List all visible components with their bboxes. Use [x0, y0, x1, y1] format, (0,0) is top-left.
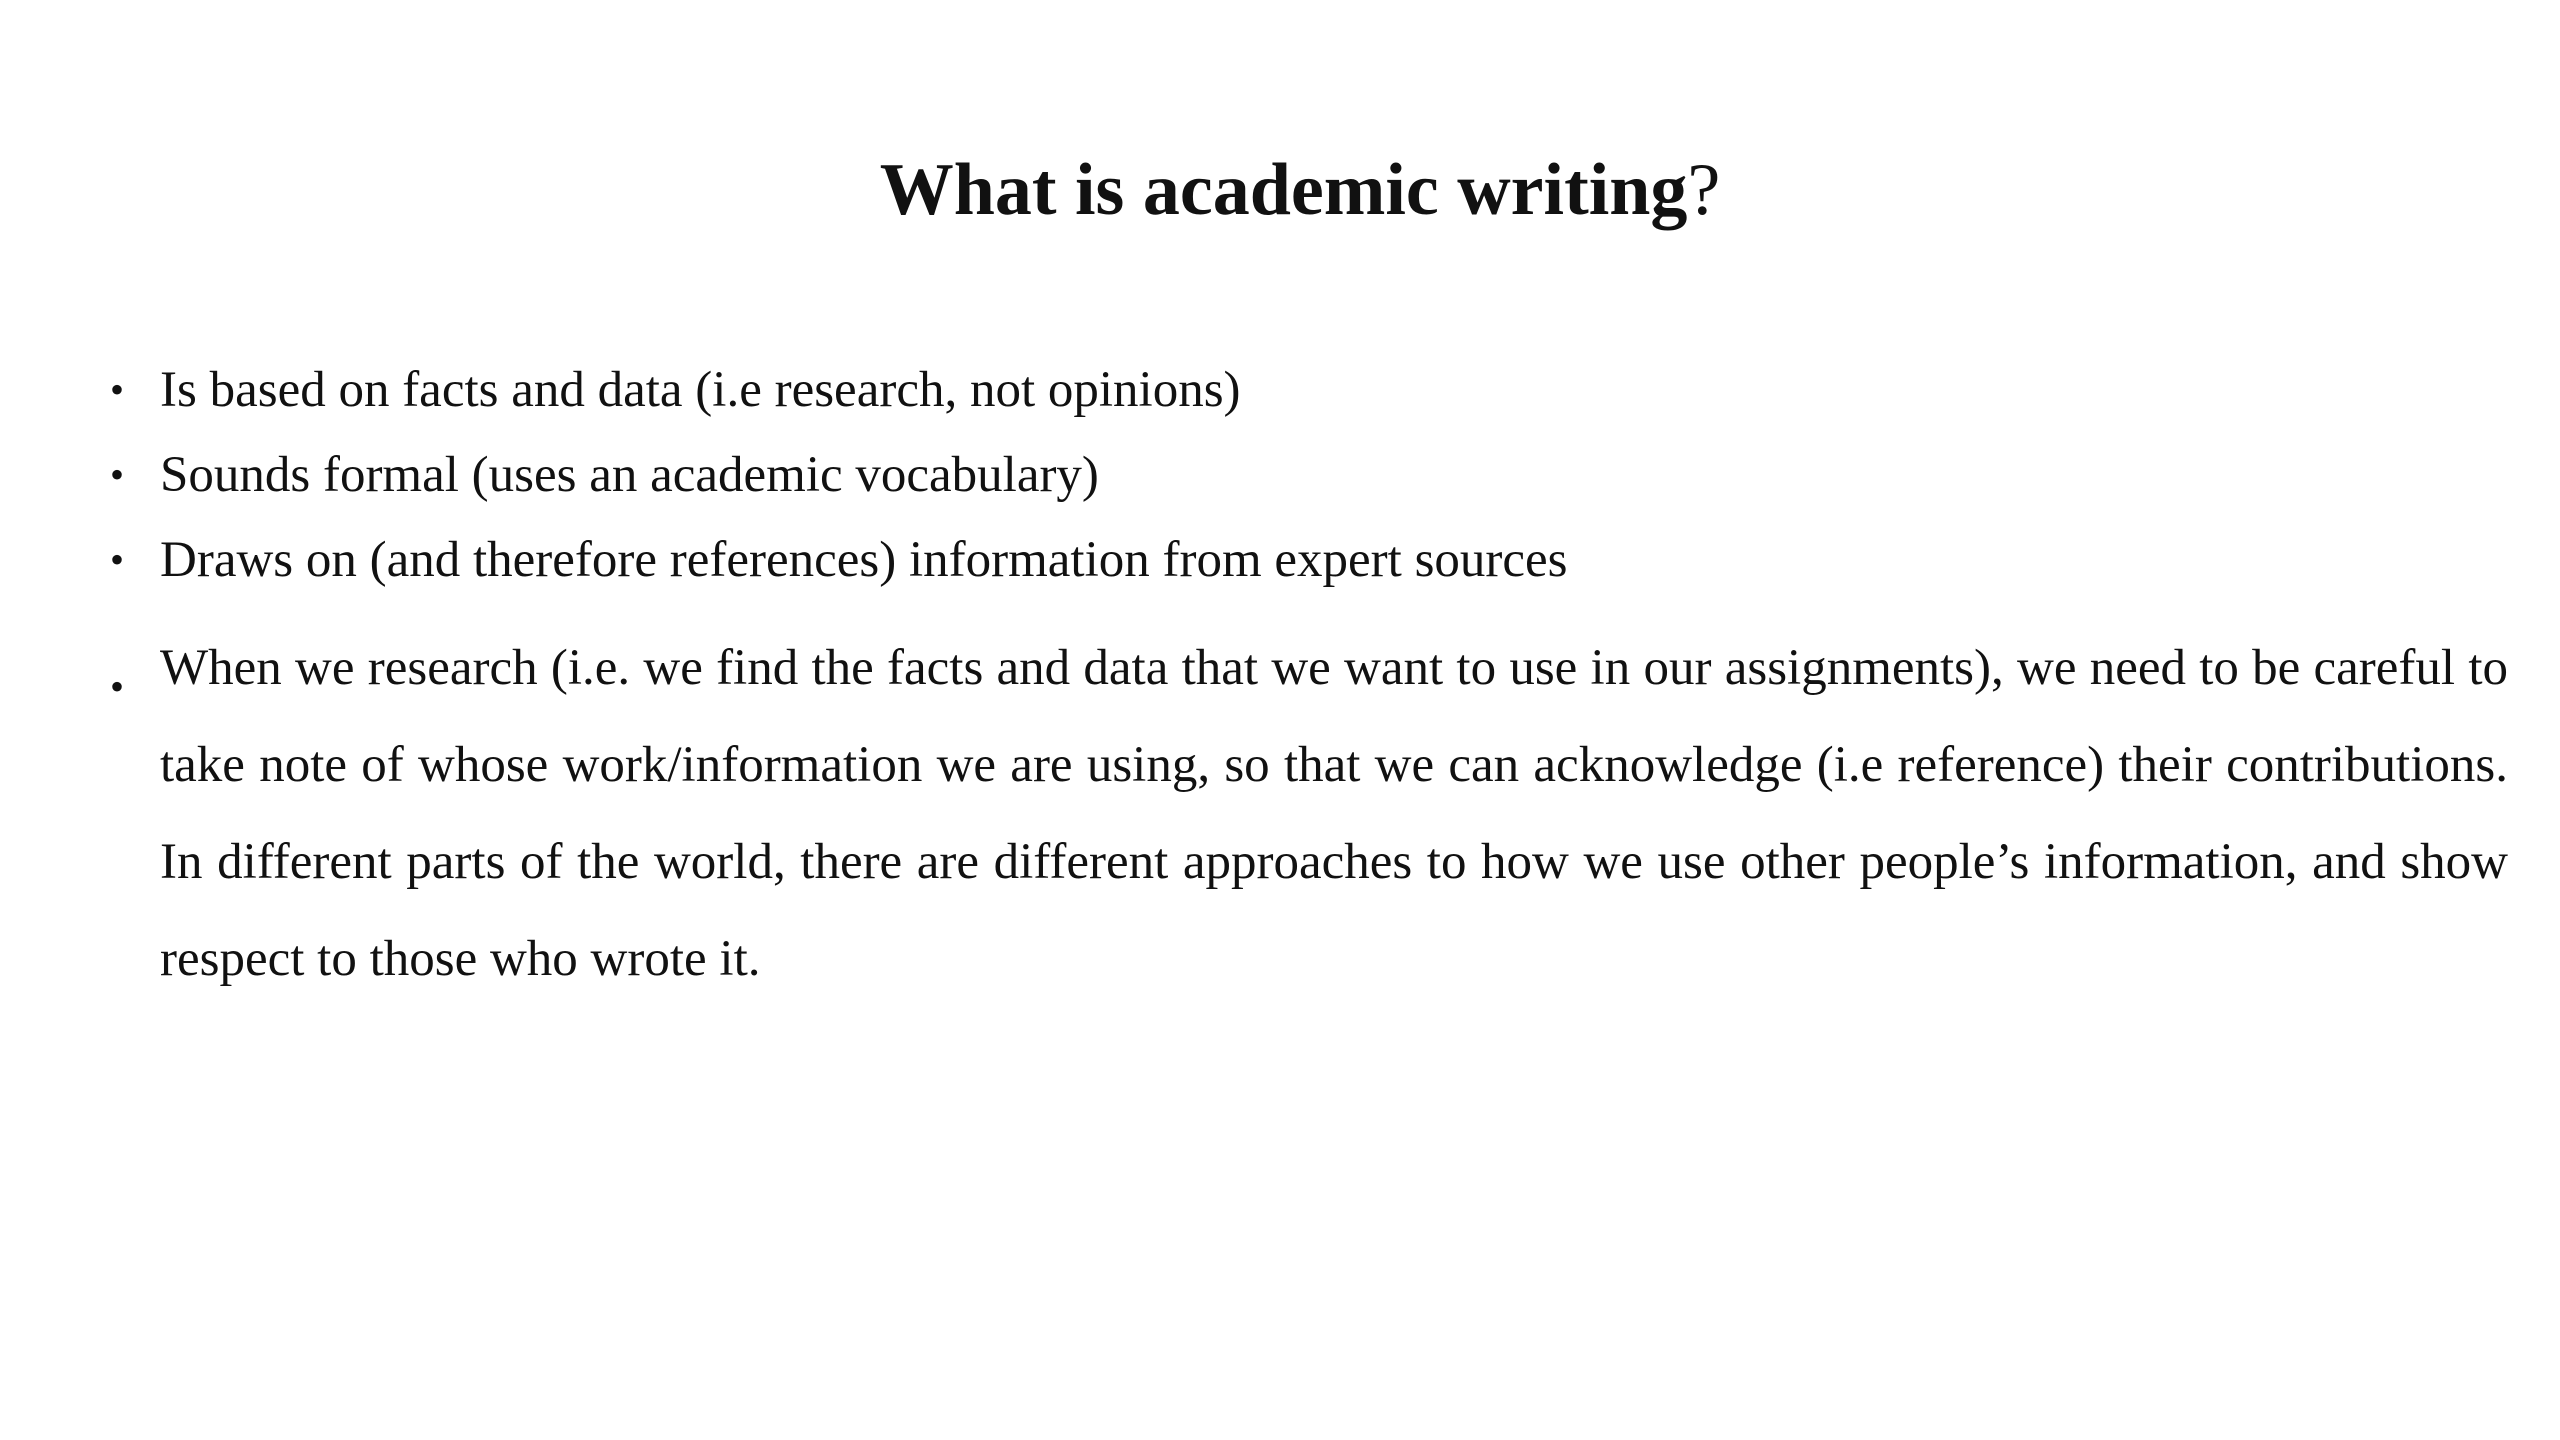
slide-title-question-mark: ? [1687, 149, 1721, 231]
bullet-item-sources: • Draws on (and therefore references) information from expert sources [160, 530, 2508, 590]
bullet-list [160, 360, 2508, 1033]
bullet-item-research: • When we research (i.e. we find the facts and data that we want to use in our assignments), we need to be careful to take note of whose work/information we are using, so that we can acknowledge (i.e reference) their contributions. In different parts of the world, there are different approaches to how we use other people’s information, and show respect to those who wrote it. [160, 620, 2508, 1008]
bullet-item-formal: • Sounds formal (uses an academic vocabulary) [160, 445, 2508, 505]
slide-title-text: What is academic writing [879, 149, 1688, 231]
bullet-item-facts: • Is based on facts and data (i.e research, not opinions) [160, 360, 2508, 420]
slide-title [0, 140, 2560, 240]
